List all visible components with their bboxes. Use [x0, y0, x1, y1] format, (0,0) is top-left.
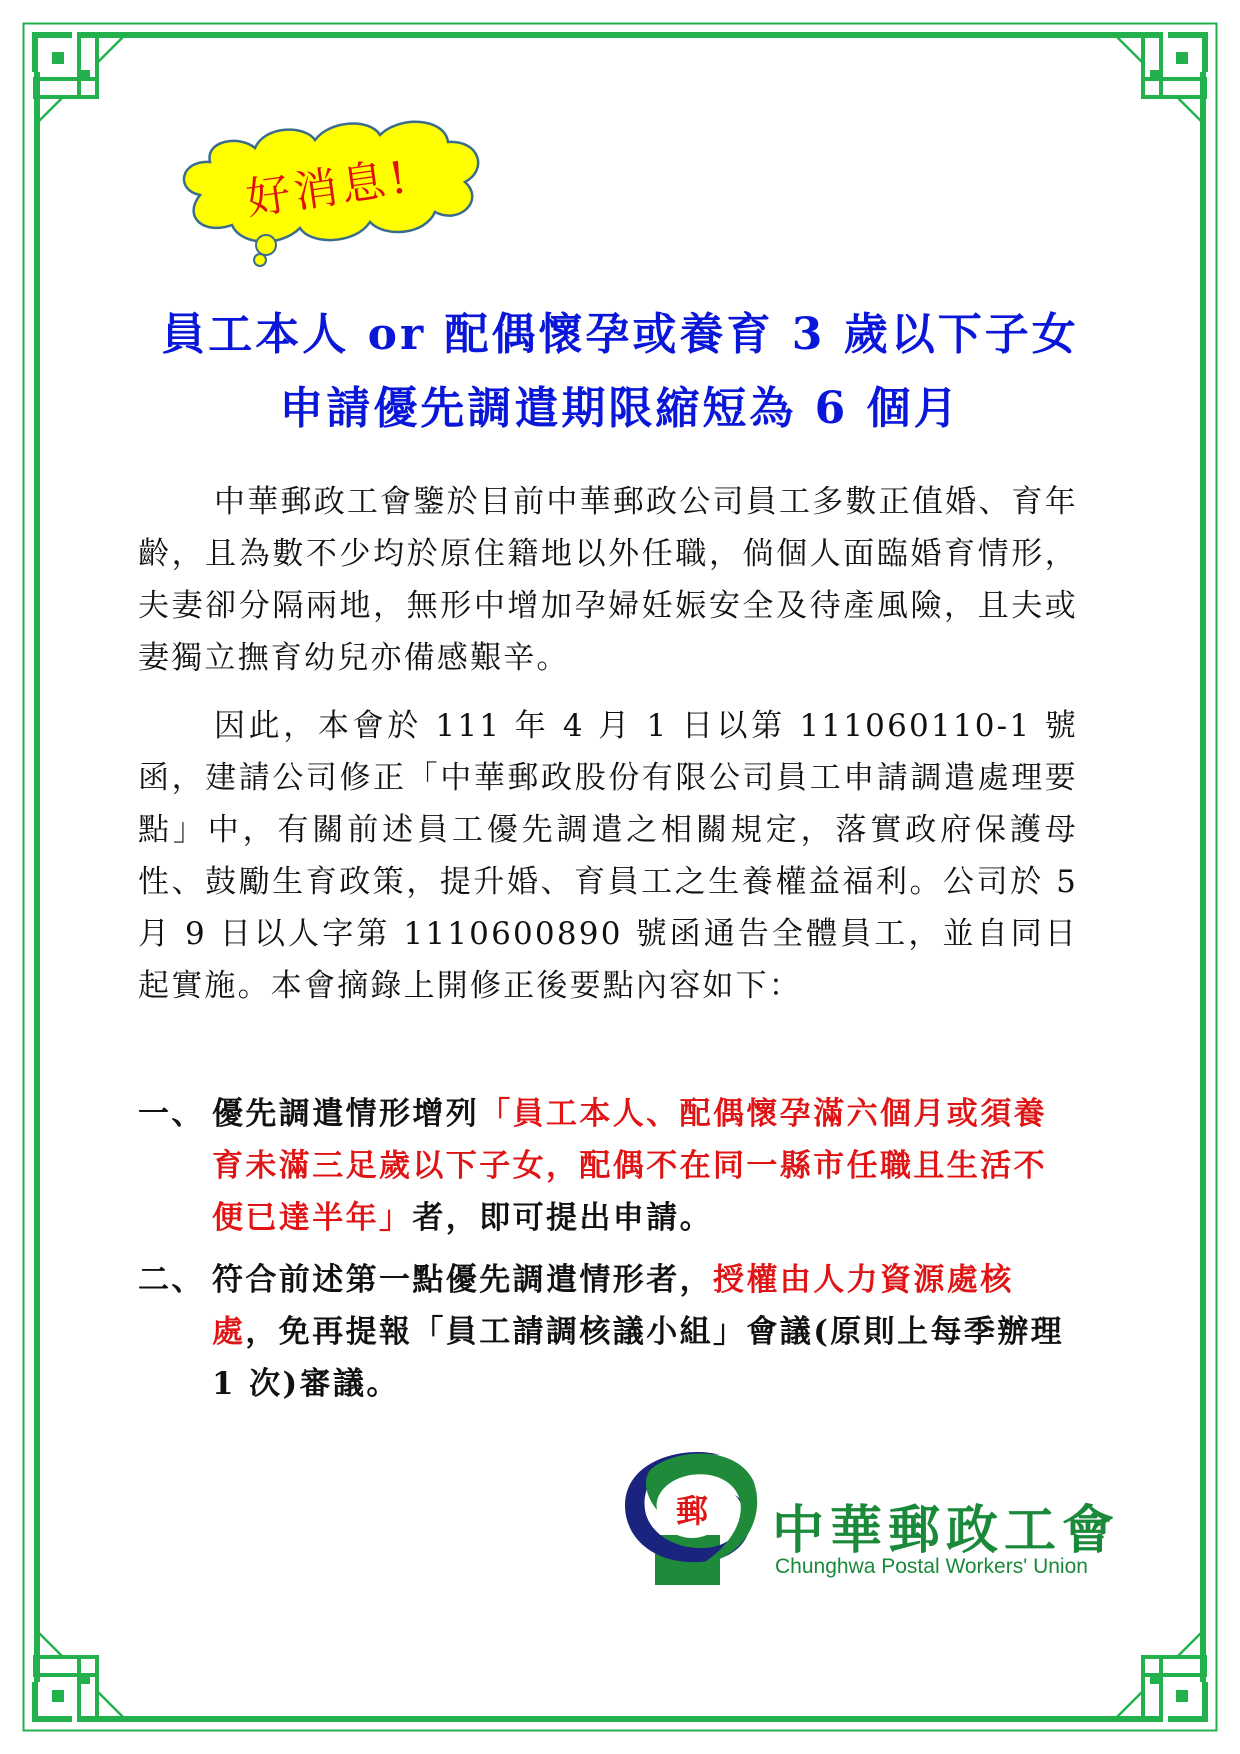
list-text: 優先調遣情形增列 — [212, 1096, 480, 1132]
paragraph-text: 因此，本會於 111 年 4 月 1 日以第 111060110-1 號函，建請公司修正「中華郵政股份有限公司員工申請調遣處理要點」中，有關前述員工優先調遣之相關規定，落實政府保護母性、鼓勵生育政策，提升婚、育員工之生養權益福利。公司於 5 月 9 日以人字第 1110600890 號函通告全體員工，並自同日起實施。本會摘錄上開修正後要點內容如下： — [138, 708, 1078, 1004]
list-text: 者，即可提出申請。 — [412, 1200, 714, 1236]
body-paragraph-1 — [138, 476, 1078, 684]
corner-ornament-top-right — [1115, 35, 1205, 125]
good-news-label: 好消息! — [242, 151, 415, 226]
body-paragraph-2 — [138, 700, 1078, 1012]
headline-line-1: 員工本人 or 配偶懷孕或養育 3 歲以下子女 — [161, 309, 1079, 360]
corner-ornament-bottom-right — [1115, 1629, 1205, 1719]
list-text: 符合前述第一點優先調遣情形者， — [212, 1262, 713, 1298]
list-highlight-text: 授權由人力資源處核處 — [212, 1262, 1014, 1350]
list-item-1 — [138, 1088, 1078, 1244]
list-marker: 一、 — [138, 1096, 205, 1132]
union-name-english: Chunghwa Postal Workers' Union — [775, 1555, 1088, 1578]
list-item-2 — [138, 1254, 1078, 1410]
corner-ornament-bottom-left — [35, 1629, 125, 1719]
list-marker: 二、 — [138, 1262, 205, 1298]
list-highlight-text: 「員工本人、配偶懷孕滿六個月或須養育未滿三足歲以下子女，配偶不在同一縣市任職且生活不便已達半年」 — [212, 1096, 1048, 1236]
list-text: ，免再提報「員工請調核議小組」會議(原則上每季辦理 1 次)審議。 — [212, 1314, 1065, 1402]
corner-ornament-top-left — [35, 35, 125, 125]
paragraph-text: 中華郵政工會鑒於目前中華郵政公司員工多數正值婚、育年齡，且為數不少均於原住籍地以外任職，倘個人面臨婚育情形，夫妻卻分隔兩地，無形中增加孕婦妊娠安全及待產風險，且夫或妻獨立撫育幼兒亦備感艱辛。 — [138, 484, 1078, 676]
postal-glyph-icon: 郵 — [675, 1492, 709, 1530]
headline-line-2: 申請優先調遣期限縮短為 6 個月 — [279, 383, 961, 434]
union-name-chinese: 中華郵政工會 — [772, 1500, 1121, 1561]
